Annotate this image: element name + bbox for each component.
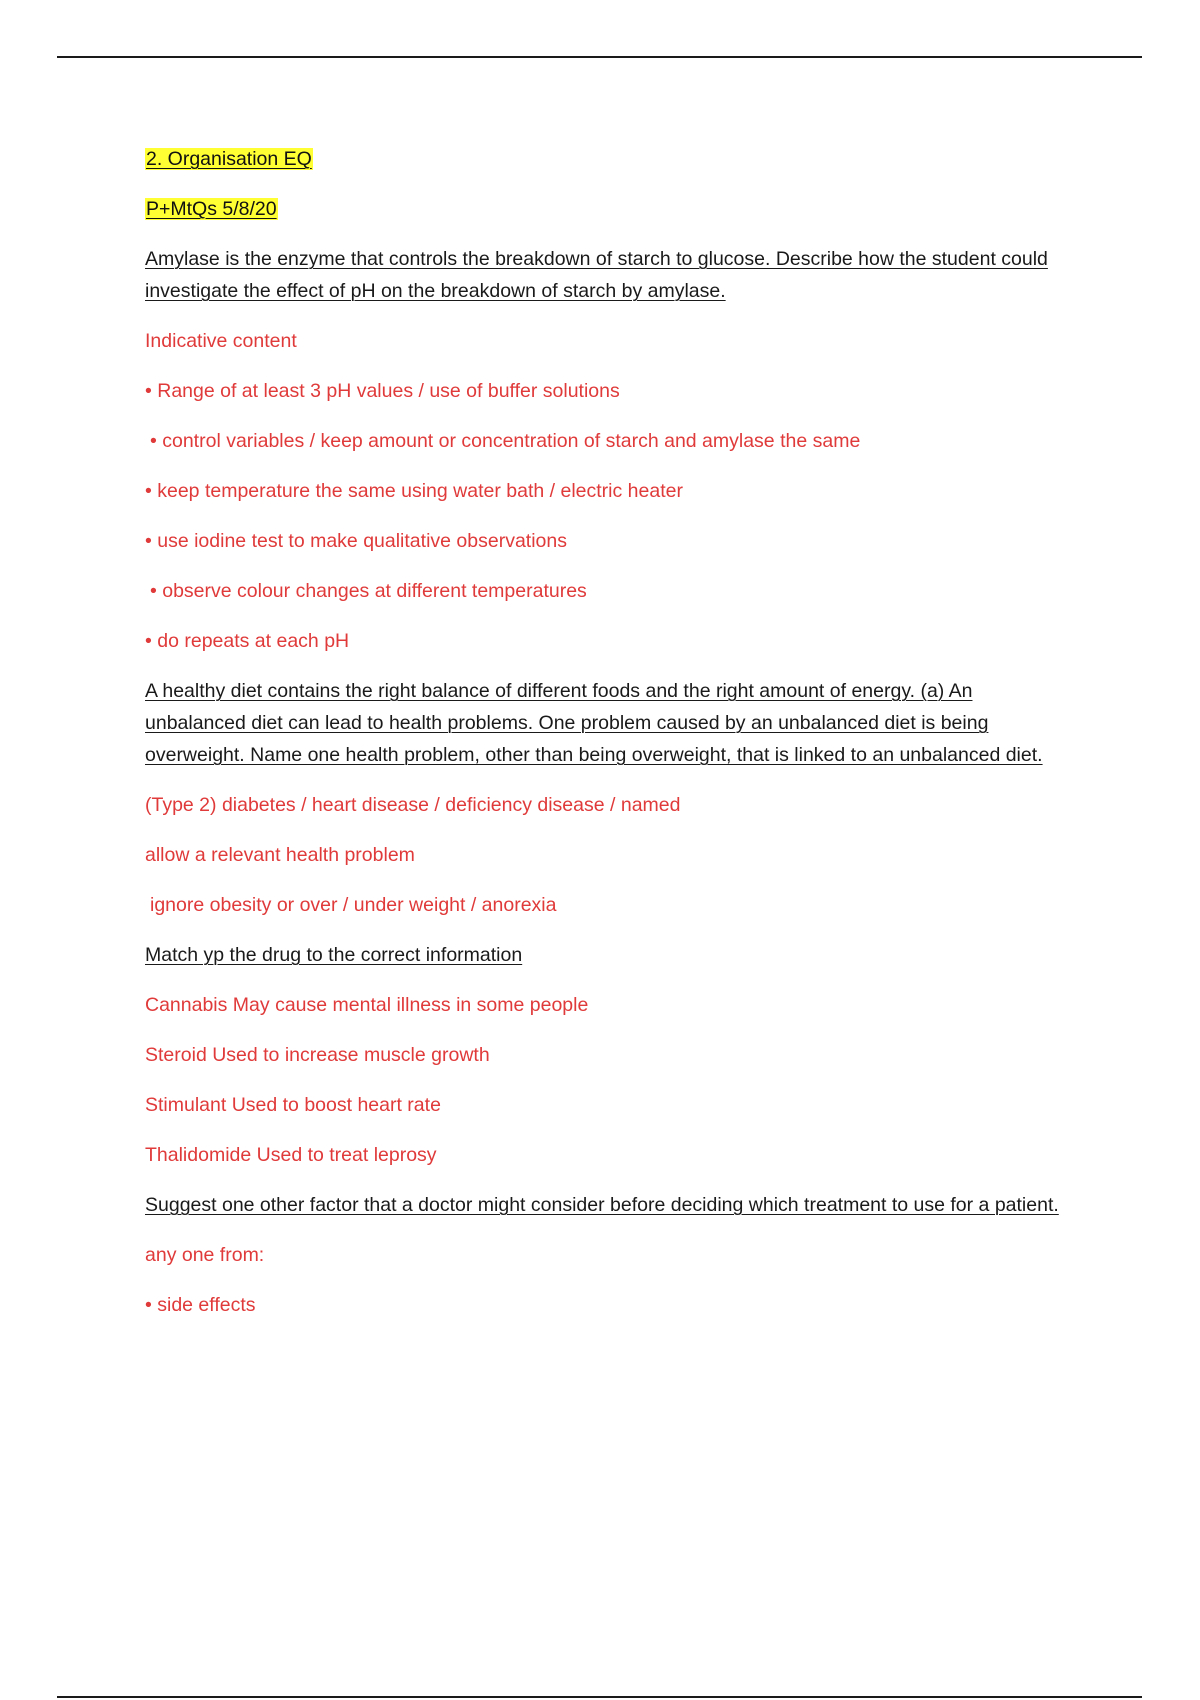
- answer-line: Stimulant Used to boost heart rate: [145, 1094, 441, 1116]
- answer-line: Thalidomide Used to treat leprosy: [145, 1144, 437, 1166]
- answer-point: • Range of at least 3 pH values / use of buffer solutions: [145, 380, 620, 402]
- document-body: [145, 143, 1065, 1339]
- answer-point: • use iodine test to make qualitative observations: [145, 530, 567, 552]
- answer-line: ignore obesity or over / under weight / anorexia: [150, 894, 557, 916]
- question-amylase: Amylase is the enzyme that controls the breakdown of starch to glucose. Describe how the student could investigate the effect of pH on the breakdown of starch by amylase.: [145, 248, 1048, 302]
- answer-line: Cannabis May cause mental illness in some people: [145, 994, 589, 1016]
- top-rule: [57, 56, 1142, 58]
- question-treatment: Suggest one other factor that a doctor might consider before deciding which treatment to use for a patient.: [145, 1194, 1059, 1216]
- answer-line: allow a relevant health problem: [145, 844, 415, 866]
- answer-line: (Type 2) diabetes / heart disease / deficiency disease / named: [145, 794, 681, 816]
- bottom-rule: [57, 1696, 1142, 1698]
- question-diet: A healthy diet contains the right balance of different foods and the right amount of energy. (a) An unbalanced diet can lead to health problems. One problem caused by an unbalanced diet is being overweight. Name one health problem, other than being overweight, that is linked to an unbalanced diet.: [145, 680, 1043, 766]
- question-drugs: Match yp the drug to the correct information: [145, 944, 523, 966]
- answer-point: • keep temperature the same using water bath / electric heater: [145, 480, 683, 502]
- answer-point: • observe colour changes at different temperatures: [150, 580, 587, 602]
- answer-point: • control variables / keep amount or concentration of starch and amylase the same: [150, 430, 861, 452]
- section-subheading: P+MtQs 5/8/20: [146, 198, 277, 220]
- answer-line: any one from:: [145, 1244, 265, 1266]
- indicative-content-label: Indicative content: [145, 330, 297, 352]
- answer-point: • do repeats at each pH: [145, 630, 350, 652]
- answer-line: Steroid Used to increase muscle growth: [145, 1044, 490, 1066]
- question-drugs-wrap: [145, 939, 1065, 971]
- section-heading: 2. Organisation EQ: [146, 148, 312, 170]
- answer-point: • side effects: [145, 1294, 256, 1316]
